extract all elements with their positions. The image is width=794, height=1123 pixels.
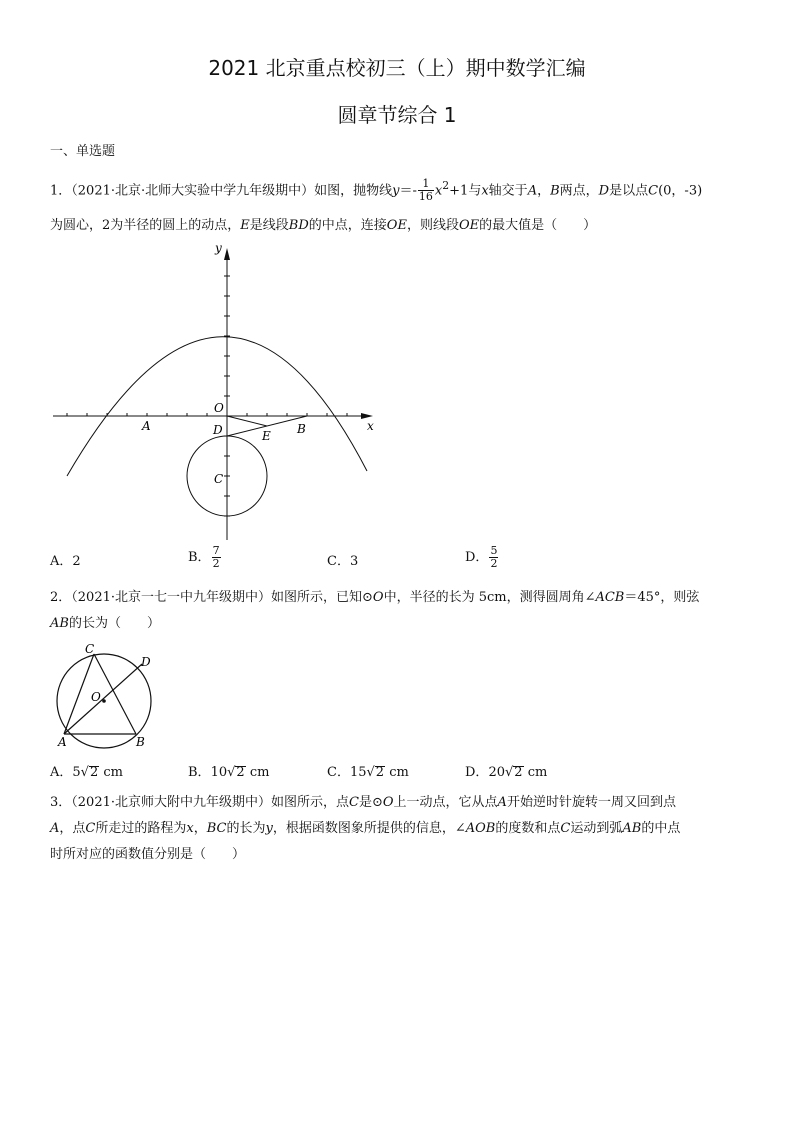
text: ，则线段 xyxy=(406,218,459,233)
q3-line1 xyxy=(50,794,676,812)
text: 运动到弧 xyxy=(570,821,623,836)
frac-num: 5 xyxy=(490,544,498,557)
point-D: D xyxy=(598,183,610,199)
text: （2021·北京一七一中九年级期中）如图所示，已知⊙ xyxy=(71,590,373,605)
option-label: A． xyxy=(50,554,73,569)
q1-source: （2021·北京·北师大实验中学九年级期中）如图，抛物线 xyxy=(71,183,393,199)
option-label: D． xyxy=(465,550,489,565)
label-O: O xyxy=(214,401,224,415)
label-B: B xyxy=(297,422,306,436)
label-x: x xyxy=(367,419,374,433)
unit: cm xyxy=(103,765,123,780)
q1-number: 1． xyxy=(50,183,72,199)
radicand: 2 xyxy=(514,765,523,780)
q2-option-c[interactable] xyxy=(327,764,409,782)
var-x: x xyxy=(434,183,443,199)
sqrt-icon: √ xyxy=(80,765,89,780)
segment-AB: AB xyxy=(50,616,69,631)
text: 所走过的路程为 xyxy=(95,821,187,836)
var-x-axis: x xyxy=(481,183,489,199)
coef: 15 xyxy=(349,765,367,780)
eq-sign: ＝- xyxy=(399,183,417,199)
text: 的最大值是（ ） xyxy=(479,218,597,233)
segment-BC: BC xyxy=(206,821,227,836)
option-label: D． xyxy=(465,765,489,780)
q2-line1 xyxy=(50,589,699,607)
q1-option-a[interactable] xyxy=(50,553,81,571)
q3-line3: 时所对应的函数值分别是（ ） xyxy=(50,847,246,862)
point-C: C xyxy=(349,795,359,810)
unit: cm xyxy=(389,765,409,780)
option-fraction xyxy=(489,545,498,570)
radicand: 2 xyxy=(89,765,99,780)
option-fraction xyxy=(212,545,221,570)
q1-option-c[interactable] xyxy=(327,553,358,571)
option-value: 3 xyxy=(349,554,359,569)
text: 的中点，连接 xyxy=(308,218,387,233)
coord: (0，-3) xyxy=(658,183,703,199)
text: 是⊙ xyxy=(358,795,383,810)
unit: cm xyxy=(249,765,270,780)
var-y: y xyxy=(265,821,273,836)
text: ，点 xyxy=(59,821,86,836)
q3-number: 3． xyxy=(50,795,72,810)
text: 的中点 xyxy=(641,821,681,836)
option-label: B． xyxy=(188,765,211,780)
text: 轴交于 xyxy=(488,183,528,199)
option-label: C． xyxy=(327,765,350,780)
q2-option-a[interactable] xyxy=(50,764,123,782)
label-y: y xyxy=(215,241,222,255)
var-x: x xyxy=(186,821,194,836)
frac-num: 7 xyxy=(212,544,220,557)
option-value: 2 xyxy=(72,554,81,569)
q1-figure xyxy=(45,240,390,545)
label-B: B xyxy=(136,735,145,749)
document-subtitle: 圆章节综合 1 xyxy=(337,103,457,127)
sqrt-icon: √ xyxy=(504,765,514,780)
sqrt-icon: √ xyxy=(227,765,236,780)
angle-ACB: ACB xyxy=(595,590,625,605)
text: 的长为 xyxy=(226,821,266,836)
document-title: 2021 北京重点校初三（上）期中数学汇编 xyxy=(208,56,586,80)
plus-one: +1 xyxy=(449,183,469,199)
text: ＝45°，则弦 xyxy=(624,590,700,605)
point-C: C xyxy=(560,821,571,836)
q1-fraction xyxy=(418,178,434,203)
point-O: O xyxy=(372,590,384,605)
text: 的度数和点 xyxy=(495,821,561,836)
text: 为圆心，2为半径的圆上的动点， xyxy=(50,218,241,233)
q1-option-d[interactable] xyxy=(465,545,499,570)
option-label: B． xyxy=(188,550,211,565)
q3-line2 xyxy=(50,820,680,838)
text: 是以点 xyxy=(609,183,649,199)
frac-num: 1 xyxy=(418,178,434,191)
unit: cm xyxy=(527,765,548,780)
label-A: A xyxy=(142,419,151,433)
coef: 20 xyxy=(488,765,505,780)
text: 两点， xyxy=(559,183,599,199)
angle-AOB: AOB xyxy=(465,821,496,836)
arc-AB: AB xyxy=(622,821,642,836)
q2-option-d[interactable] xyxy=(465,764,547,782)
text: （2021·北京师大附中九年级期中）如图所示，点 xyxy=(71,795,349,810)
point-O: O xyxy=(382,795,394,810)
option-label: C． xyxy=(327,554,350,569)
radicand: 2 xyxy=(236,765,245,780)
q1-option-b[interactable] xyxy=(188,545,222,570)
sqrt-icon: √ xyxy=(366,765,375,780)
point-C: C xyxy=(85,821,96,836)
point-A: A xyxy=(497,795,507,810)
var-y: y xyxy=(392,183,400,199)
q2-option-b[interactable] xyxy=(188,764,269,782)
section-heading: 一、单选题 xyxy=(50,144,116,159)
text: ， xyxy=(193,821,207,836)
label-D: D xyxy=(213,423,223,437)
text: 中，半径的长为 5cm，测得圆周角∠ xyxy=(383,590,596,605)
point-E: E xyxy=(240,218,250,233)
label-O: O xyxy=(91,690,101,704)
segment-OE: OE xyxy=(458,218,480,233)
q1-line1 xyxy=(50,177,702,203)
coef: 5 xyxy=(72,765,81,780)
point-B: B xyxy=(550,183,560,199)
text: 与 xyxy=(468,183,482,199)
label-C: C xyxy=(85,642,95,656)
option-label: A． xyxy=(50,765,73,780)
label-E: E xyxy=(262,429,271,443)
segment-OE: OE xyxy=(386,218,407,233)
text: 是线段 xyxy=(249,218,289,233)
text: 开始逆时针旋转一周又回到点 xyxy=(506,795,676,810)
q2-figure xyxy=(50,640,170,752)
label-C: C xyxy=(214,472,224,486)
text: ，根据函数图象所提供的信息，∠ xyxy=(272,821,466,836)
point-A: A xyxy=(50,821,60,836)
frac-den: 2 xyxy=(212,557,220,570)
q1-line2 xyxy=(50,217,596,235)
radicand: 2 xyxy=(375,765,385,780)
segment-BD: BD xyxy=(288,218,309,233)
label-A: A xyxy=(58,735,67,749)
frac-den: 2 xyxy=(490,557,498,570)
text: 的长为（ ） xyxy=(68,616,160,631)
exponent: 2 xyxy=(442,179,450,192)
q2-line2 xyxy=(50,615,160,633)
frac-den: 16 xyxy=(418,190,433,204)
q2-number: 2． xyxy=(50,590,72,605)
comma: ， xyxy=(537,183,551,199)
coef: 10 xyxy=(210,765,228,780)
point-A: A xyxy=(527,183,538,199)
label-D: D xyxy=(141,655,151,669)
text: 上一动点，它从点 xyxy=(393,795,498,810)
point-C: C xyxy=(648,183,659,199)
